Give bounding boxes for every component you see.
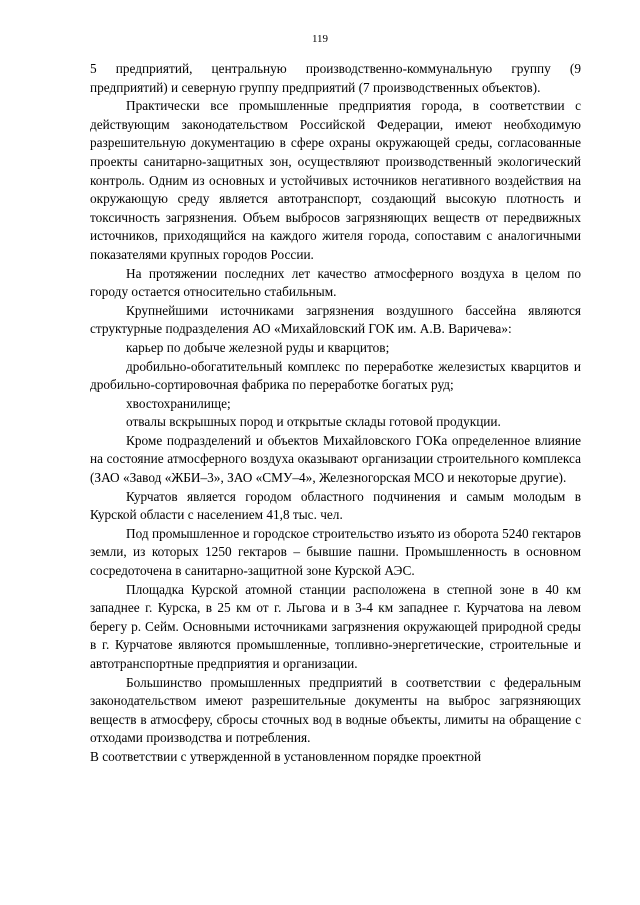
paragraph-10: Курчатов является городом областного подчинения и самым молодым в Курской области с населением 41,8 тыс. чел. [90, 488, 581, 523]
text-body [90, 60, 581, 767]
paragraph-12: Площадка Курской атомной станции расположена в степной зоне в 40 км западнее г. Курска, в 25 км от г. Льгова и в 3-4 км западнее г. Курчатова на левом берегу р. Сейм. Основными источниками загрязнения окружающей природной среды в г. Курчатове являются промышленные, топливно-энергетические, строительные и автотранспортные предприятия и организации. [90, 581, 581, 671]
paragraph-11: Под промышленное и городское строительство изъято из оборота 5240 гектаров земли, из которых 1250 гектаров – бывшие пашни. Промышленность в основном сосредоточена в санитарно-защитной зоне Курской АЭС. [90, 525, 581, 579]
paragraph-7: хвостохранилище; [126, 395, 231, 411]
paragraph-9: Кроме подразделений и объектов Михайловского ГОКа определенное влияние на состояние атмосферного воздуха оказывают организации строительного комплекса (ЗАО «Завод «ЖБИ–3», ЗАО «СМУ–4», Железногорская МСО и некоторые другие). [90, 432, 581, 486]
paragraph-8: отвалы вскрышных пород и открытые склады готовой продукции. [126, 414, 501, 430]
paragraph-2: Практически все промышленные предприятия города, в соответствии с действующим законодательством Российской Федерации, имеют необходимую разрешительную документацию в сфере охраны окружающей среды, согласованные проекты санитарно-защитных зон, осуществляют производственный экологический контроль. Одним из основных и устойчивых источников негативного воздействия на окружающую среду является автотранспорт, создающий высокую плотность и токсичность загрязнения. Объем выбросов загрязняющих веществ от передвижных источников, приходящийся на каждого жителя города, сопоставим с аналогичными показателями крупных городов России. [90, 98, 581, 262]
paragraph-4: Крупнейшими источниками загрязнения воздушного бассейна являются структурные подразделения АО «Михайловский ГОК им. А.В. Варичева»: [90, 302, 581, 337]
paragraph-13: Большинство промышленных предприятий в соответствии с федеральным законодательством имеют разрешительные документы на выброс загрязняющих веществ в атмосферу, сбросы сточных вод в водные объекты, лимиты на обращение с отходами производства и потребления. [90, 674, 581, 746]
paragraph-3: На протяжении последних лет качество атмосферного воздуха в целом по городу остается относительно стабильным. [90, 265, 581, 300]
paragraph-5: карьер по добыче железной руды и кварцитов; [126, 339, 390, 355]
paragraph-14: В соответствии с утвержденной в установленном порядке проектной [90, 748, 482, 764]
paragraph-6: дробильно-обогатительный комплекс по переработке железистых кварцитов и дробильно-сортировочная фабрика по переработке богатых руд; [90, 358, 581, 393]
paragraph-1: 5 предприятий, центральную производственно-коммунальную группу (9 предприятий) и северную группу предприятий (7 производственных объектов). [90, 61, 581, 95]
page-number: 119 [311, 33, 329, 45]
